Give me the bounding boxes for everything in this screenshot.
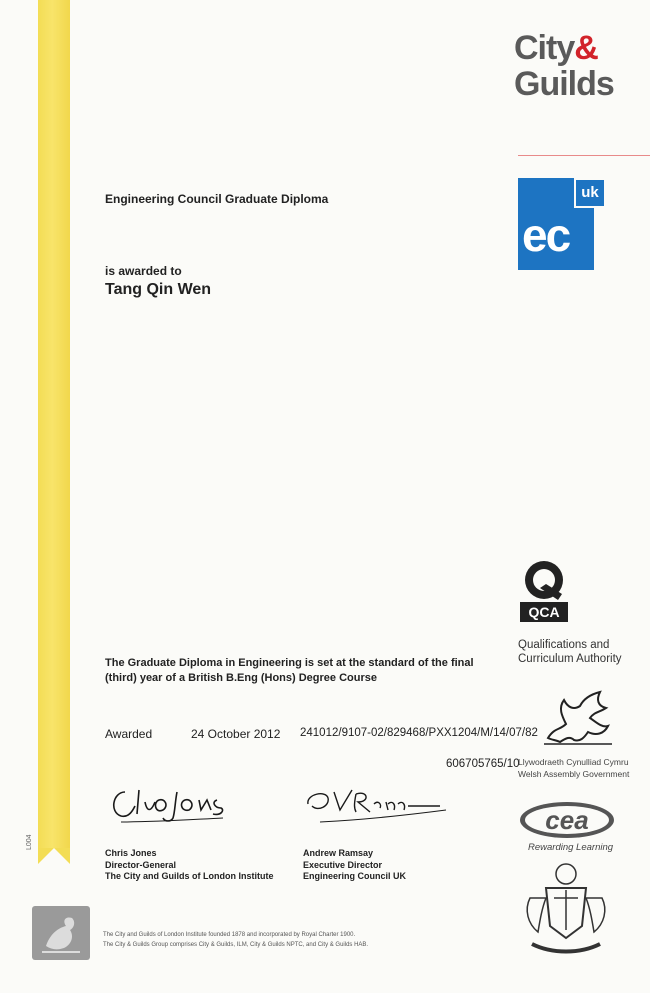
ecuk-logo (518, 178, 599, 270)
ecuk-logo-ec: ec (522, 209, 570, 261)
statement-line1: The Graduate Diploma in Engineering is set at the standard of the final (105, 657, 474, 669)
signatory-role: Executive Director (303, 859, 383, 870)
yellow-ribbon (38, 0, 70, 848)
ribbon-code: L004 (26, 834, 33, 850)
signatory-role: Director-General (105, 859, 177, 870)
cea-tagline: Rewarding Learning (528, 842, 614, 853)
city-and-guilds-logo (514, 30, 624, 102)
coat-of-arms-icon (516, 858, 616, 956)
header-rule (518, 155, 650, 156)
footer-text (103, 930, 368, 950)
signatory-andrew-ramsay (303, 848, 406, 883)
footer-line2: The City & Guilds Group comprises City & Guilds, ILM, City & Guilds NPTC, and City & Guilds HAB. (103, 942, 369, 948)
statement-line2: (third) year of a British B.Eng (Hons) Degree Course (105, 672, 377, 684)
footer-line1: The City and Guilds of London Institute founded 1878 and incorporated by Royal Charter 1900. (103, 932, 356, 938)
degree-statement (105, 656, 480, 686)
cea-logo-icon (518, 800, 616, 840)
qca-logo-icon (518, 558, 570, 624)
wag-line2: Welsh Assembly Government (518, 769, 630, 779)
signatory-org: The City and Guilds of London Institute (105, 871, 274, 881)
welsh-assembly-text (518, 756, 629, 780)
welsh-dragon-icon (540, 688, 616, 748)
certificate-title: Engineering Council Graduate Diploma (105, 192, 329, 206)
recipient-name: Tang Qin Wen (105, 281, 212, 298)
signatory-org: Engineering Council UK (303, 871, 407, 881)
awarded-label: Awarded (105, 727, 153, 741)
awarded-to-label: is awarded to (105, 264, 182, 278)
hologram-seal-icon (32, 906, 90, 960)
cg-logo-city: City (514, 29, 575, 67)
signature-chris-jones-icon (103, 778, 233, 828)
qca-name-line1: Qualifications and (518, 639, 610, 651)
signature-andrew-ramsay-icon (300, 782, 450, 826)
awarded-date: 24 October 2012 (191, 727, 281, 741)
signatory-name: Andrew Ramsay (303, 848, 374, 858)
reference-code-2: 606705765/10 (446, 758, 520, 770)
wag-line1: Llywodraeth Cynulliad Cymru (518, 757, 629, 767)
signatory-name: Chris Jones (105, 848, 157, 858)
qca-name-line2: Curriculum Authority (518, 653, 622, 665)
reference-code: 241012/9107-02/829468/PXX1204/M/14/07/82 (300, 727, 538, 739)
ribbon-tail (38, 848, 70, 864)
qca-mark: QCA (528, 604, 560, 620)
cg-logo-guilds: Guilds (514, 65, 614, 103)
qca-name (518, 638, 622, 666)
cea-mark: cea (545, 805, 589, 835)
signatory-chris-jones (105, 848, 274, 883)
ecuk-logo-uk: uk (574, 178, 606, 208)
cg-logo-amp: & (574, 29, 598, 67)
